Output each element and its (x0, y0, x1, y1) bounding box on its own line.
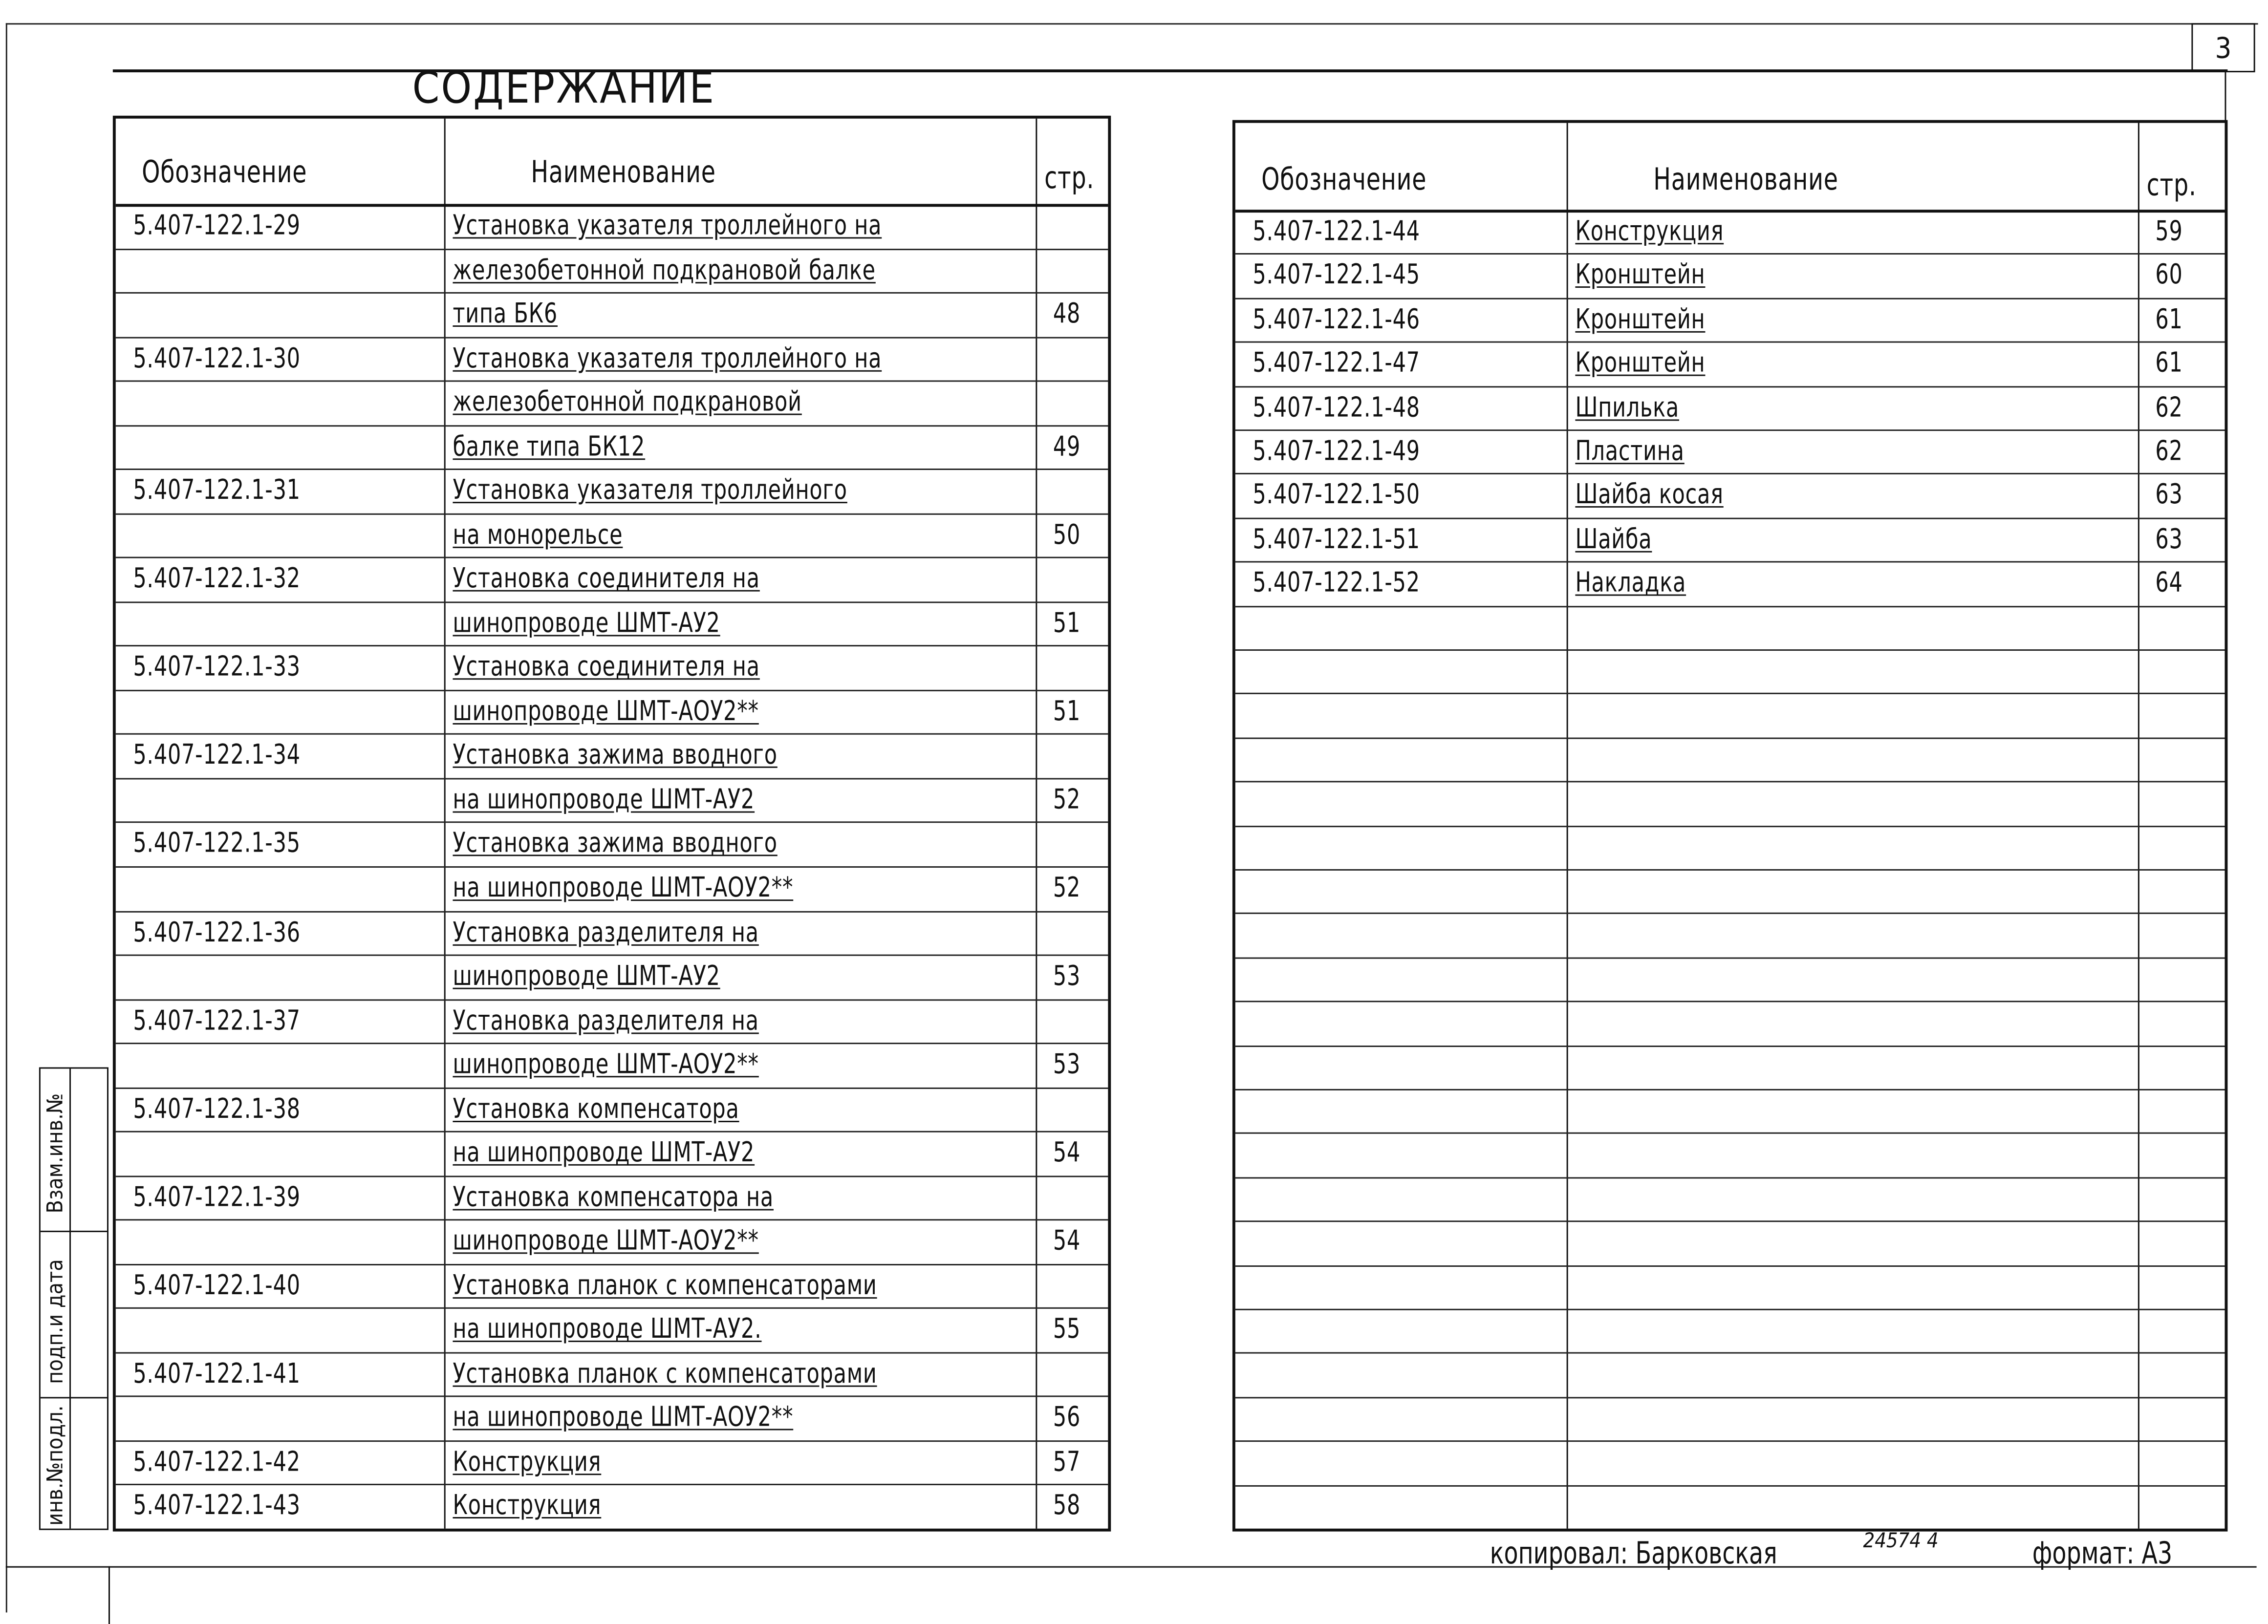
entry-page: 61 (2155, 303, 2183, 336)
entry-page: 49 (1053, 430, 1081, 463)
entry-page: 62 (2155, 391, 2183, 424)
entry-code: 5.407-122.1-50 (1253, 479, 1420, 512)
entry-page: 55 (1053, 1313, 1081, 1346)
entry-code: 5.407-122.1-32 (133, 563, 301, 595)
entry-page: 58 (1053, 1490, 1081, 1522)
entry-page: 54 (1053, 1225, 1081, 1258)
entry-name-line: на монорельсе (453, 518, 623, 551)
row-line (1235, 737, 2225, 739)
entry-code: 5.407-122.1-48 (1253, 391, 1420, 424)
entry-page: 64 (2155, 567, 2183, 599)
row-line (1235, 781, 2225, 783)
entry-page: 53 (1053, 960, 1081, 992)
row-line (1235, 649, 2225, 651)
entry-name-line: Установка указателя троллейного на (453, 342, 882, 374)
entry-name-line: Установка указателя троллейного на (453, 210, 882, 242)
title-right-border (2225, 69, 2226, 122)
row-line (1235, 1309, 2225, 1310)
entry-page: 61 (2155, 347, 2183, 380)
entry-code: 5.407-122.1-46 (1253, 303, 1420, 336)
entry-page: 52 (1053, 784, 1081, 816)
contents-table-left (113, 116, 1111, 1532)
entry-name-line: шинопроводе ШМТ-АОУ2** (453, 1048, 759, 1081)
row-line (1235, 913, 2225, 915)
header-page: стр. (1044, 161, 1095, 196)
copied-by: копировал: Барковская (1490, 1536, 1777, 1571)
entry-code: 5.407-122.1-40 (133, 1269, 301, 1302)
row-line (1235, 1001, 2225, 1003)
row-line (1235, 1485, 2225, 1486)
header-name: Наименование (1653, 161, 1838, 196)
entry-code: 5.407-122.1-52 (1253, 567, 1420, 599)
entry-name-line: на шинопроводе ШМТ-АУ2 (453, 1137, 755, 1169)
entry-name-line: Установка компенсатора (453, 1092, 739, 1125)
entry-page: 57 (1053, 1446, 1081, 1478)
row-line (1235, 693, 2225, 695)
entry-code: 5.407-122.1-36 (133, 916, 301, 948)
entry-code: 5.407-122.1-41 (133, 1358, 301, 1390)
entry-code: 5.407-122.1-49 (1253, 435, 1420, 468)
page-number: 3 (2191, 23, 2255, 72)
entry-name-line: шинопроводе ШМТ-АОУ2** (453, 1225, 759, 1258)
header-page: стр. (2146, 167, 2197, 202)
entry-name-line: Шпилька (1575, 391, 1680, 424)
entry-name-line: балке типа БК12 (453, 430, 646, 463)
entry-name-line: на шинопроводе ШМТ-АУ2. (453, 1313, 762, 1346)
entry-code: 5.407-122.1-38 (133, 1092, 301, 1125)
entry-name-line: типа БК6 (453, 298, 558, 330)
row-line (1235, 605, 2225, 607)
entry-name-line: шинопроводе ШМТ-АУ2 (453, 960, 720, 992)
entry-page: 51 (1053, 607, 1081, 639)
entry-name-line: Конструкция (1575, 215, 1724, 248)
entry-name-line: шинопроводе ШМТ-АОУ2** (453, 695, 759, 727)
entry-name-line: Конструкция (453, 1446, 602, 1478)
entry-page: 63 (2155, 523, 2183, 556)
entry-name-line: железобетонной подкрановой (453, 386, 802, 418)
stamp-line (41, 1397, 107, 1398)
entry-code: 5.407-122.1-47 (1253, 347, 1420, 380)
entry-page: 52 (1053, 872, 1081, 904)
entry-name-line: Установка соединителя на (453, 563, 760, 595)
column-divider (444, 119, 446, 1529)
entry-code: 5.407-122.1-45 (1253, 259, 1420, 292)
row-line (116, 292, 1108, 294)
row-line (1235, 1441, 2225, 1442)
row-line (1235, 1353, 2225, 1354)
row-line (1235, 869, 2225, 871)
entry-code: 5.407-122.1-34 (133, 739, 301, 771)
entry-page: 53 (1053, 1048, 1081, 1081)
entry-code: 5.407-122.1-29 (133, 210, 301, 242)
stamp-replaced-label: Взам.инв.№ (42, 1093, 68, 1214)
entry-name-line: Установка компенсатора на (453, 1181, 774, 1213)
row-line (1235, 1045, 2225, 1047)
row-line (1235, 1397, 2225, 1398)
row-line (1235, 1221, 2225, 1222)
header-code: Обозначение (142, 155, 307, 191)
header-code: Обозначение (1261, 161, 1427, 196)
entry-code: 5.407-122.1-44 (1253, 215, 1420, 248)
stamp-signature-date-label: подп.и дата (42, 1259, 68, 1384)
row-line (1235, 1177, 2225, 1178)
entry-page: 48 (1053, 298, 1081, 330)
stamp-inventory-label: инв.№подл. (42, 1405, 68, 1526)
row-line (1235, 825, 2225, 827)
entry-name-line: Пластина (1575, 435, 1685, 468)
entry-code: 5.407-122.1-43 (133, 1490, 301, 1522)
entry-name-line: Установка планок с компенсаторами (453, 1269, 877, 1302)
page-title: СОДЕРЖАНИЕ (412, 64, 715, 114)
entry-name-line: на шинопроводе ШМТ-АОУ2** (453, 1402, 794, 1434)
entry-page: 59 (2155, 215, 2183, 248)
stamp-divider (69, 1068, 71, 1528)
entry-page: 50 (1053, 518, 1081, 551)
entry-name-line: Установка разделителя на (453, 1004, 759, 1037)
entry-name-line: на шинопроводе ШМТ-АОУ2** (453, 872, 794, 904)
entry-code: 5.407-122.1-42 (133, 1446, 301, 1478)
entry-name-line: шинопроводе ШМТ-АУ2 (453, 607, 720, 639)
entry-name-line: Кронштейн (1575, 259, 1706, 292)
entry-name-line: Шайба (1575, 523, 1652, 556)
entry-page: 54 (1053, 1137, 1081, 1169)
entry-page: 51 (1053, 695, 1081, 727)
entry-code: 5.407-122.1-51 (1253, 523, 1420, 556)
side-stamp (39, 1067, 108, 1530)
row-line (1235, 1089, 2225, 1090)
entry-page: 63 (2155, 479, 2183, 512)
entry-code: 5.407-122.1-37 (133, 1004, 301, 1037)
format-label: формат: А3 (2032, 1536, 2173, 1571)
entry-code: 5.407-122.1-30 (133, 342, 301, 374)
entry-name-line: Установка указателя троллейного (453, 474, 847, 507)
header-name: Наименование (531, 155, 716, 191)
entry-name-line: Кронштейн (1575, 347, 1706, 380)
entry-name-line: Кронштейн (1575, 303, 1706, 336)
entry-name-line: Установка соединителя на (453, 651, 760, 684)
entry-code: 5.407-122.1-35 (133, 828, 301, 860)
entry-name-line: Установка разделителя на (453, 916, 759, 948)
column-divider (1036, 119, 1037, 1529)
entry-code: 5.407-122.1-31 (133, 474, 301, 507)
entry-page: 60 (2155, 259, 2183, 292)
entry-name-line: Шайба косая (1575, 479, 1724, 512)
entry-name-line: Накладка (1575, 567, 1686, 599)
entry-page: 56 (1053, 1402, 1081, 1434)
entry-name-line: Установка зажима вводного (453, 828, 778, 860)
entry-name-line: Конструкция (453, 1490, 602, 1522)
entry-name-line: железобетонной подкрановой балке (453, 254, 876, 286)
entry-code: 5.407-122.1-33 (133, 651, 301, 684)
entry-page: 62 (2155, 435, 2183, 468)
row-line (1235, 1265, 2225, 1266)
stamp-line (41, 1231, 107, 1232)
entry-code: 5.407-122.1-39 (133, 1181, 301, 1213)
entry-name-line: Установка планок с компенсаторами (453, 1358, 877, 1390)
entry-name-line: Установка зажима вводного (453, 739, 778, 771)
contents-table-right (1232, 120, 2227, 1532)
bottom-tick (108, 1566, 110, 1624)
entry-name-line: на шинопроводе ШМТ-АУ2 (453, 784, 755, 816)
bottom-line (6, 1566, 2257, 1568)
copy-number: 24574 4 (1863, 1530, 1939, 1554)
row-line (1235, 1133, 2225, 1134)
row-line (1235, 957, 2225, 959)
